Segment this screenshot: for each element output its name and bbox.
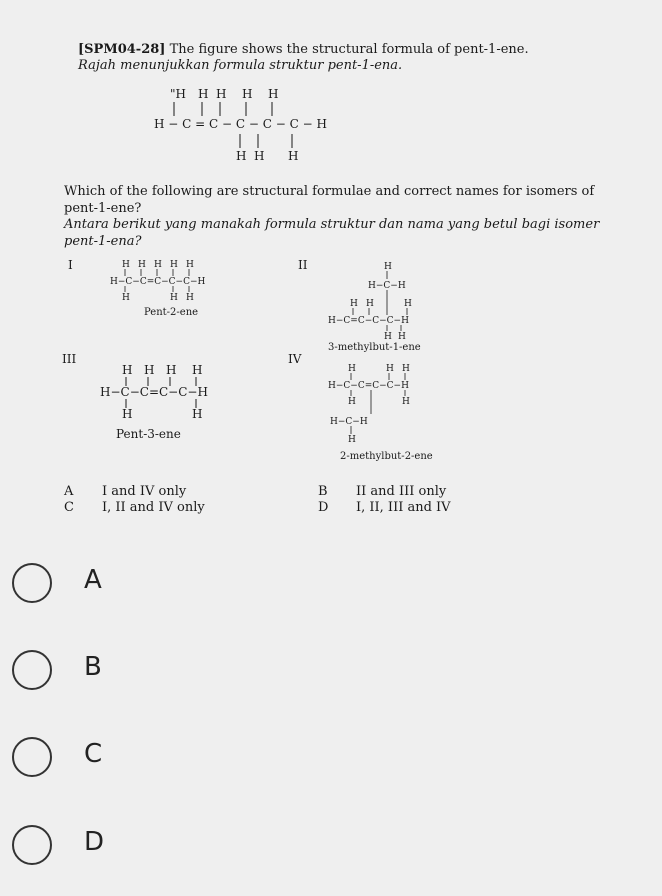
- choice-a: A I and IV only: [64, 484, 187, 499]
- svg-text:H: H: [138, 260, 146, 270]
- svg-text:H: H: [366, 299, 374, 309]
- svg-text:H−C−C=C−C−H: H−C−C=C−C−H: [328, 381, 409, 391]
- choice-b: B II and III only: [318, 484, 447, 499]
- svg-text:H: H: [122, 293, 130, 303]
- option-b[interactable]: [12, 650, 652, 710]
- option-a[interactable]: [12, 563, 652, 623]
- svg-text:H−C−H: H−C−H: [368, 281, 406, 291]
- svg-text:H: H: [186, 293, 194, 303]
- radio-b[interactable]: [12, 650, 52, 690]
- structure-iv-name: 2-methylbut-2-ene: [340, 451, 433, 462]
- question-statement-my: Rajah menunjukkan formula struktur pent-1-ena.: [78, 58, 403, 73]
- svg-text:H−C−C=C−C−C−H: H−C−C=C−C−C−H: [110, 277, 206, 287]
- structure-iv-formula: [328, 362, 458, 446]
- svg-text:H: H: [404, 299, 412, 309]
- svg-text:H: H: [398, 332, 406, 342]
- structure-i-formula: [110, 258, 260, 304]
- svg-text:H: H: [348, 435, 356, 445]
- structure-ii-formula: [328, 260, 448, 342]
- svg-text:"H: "H: [170, 87, 186, 101]
- svg-text:H−C−H: H−C−H: [330, 417, 368, 427]
- structure-i-name: Pent-2-ene: [144, 307, 199, 318]
- svg-text:H: H: [186, 260, 194, 270]
- structure-iii-name: Pent-3-ene: [116, 427, 181, 441]
- svg-text:H−C−C=C−C−H: H−C−C=C−C−H: [100, 385, 208, 399]
- option-d[interactable]: [12, 825, 652, 885]
- structure-ii-name: 3-methylbut-1-ene: [328, 342, 421, 353]
- structure-iii-numeral: III: [62, 352, 77, 366]
- structure-i-numeral: I: [68, 258, 73, 272]
- svg-text:H: H: [384, 262, 392, 272]
- svg-text:H: H: [288, 149, 299, 163]
- svg-text:H: H: [122, 260, 130, 270]
- svg-text:H: H: [122, 363, 133, 377]
- svg-text:H: H: [348, 364, 356, 374]
- question-statement-en: The figure shows the structural formula of pent-1-ene.: [169, 42, 529, 57]
- svg-text:H: H: [192, 407, 203, 421]
- choice-d: D I, II, III and IV: [318, 500, 451, 515]
- svg-text:H: H: [170, 293, 178, 303]
- structure-iv-numeral: IV: [288, 352, 302, 366]
- svg-text:H: H: [386, 364, 394, 374]
- pent-1-ene-formula: [150, 84, 350, 170]
- svg-text:H: H: [402, 397, 410, 407]
- svg-text:H: H: [216, 87, 227, 101]
- svg-text:H: H: [236, 149, 247, 163]
- svg-text:H: H: [242, 87, 253, 101]
- svg-text:H: H: [348, 397, 356, 407]
- svg-text:H: H: [170, 260, 178, 270]
- option-b-label: B: [84, 652, 102, 682]
- radio-c[interactable]: [12, 737, 52, 777]
- svg-text:H: H: [350, 299, 358, 309]
- question-code: [SPM04-28]: [78, 42, 166, 57]
- structure-iii-formula: [100, 362, 260, 422]
- option-c[interactable]: [12, 737, 652, 797]
- svg-text:H−C=C−C−C−H: H−C=C−C−C−H: [328, 316, 409, 326]
- structure-ii-numeral: II: [298, 258, 308, 272]
- option-d-label: D: [84, 827, 105, 857]
- prompt-my: Antara berikut yang manakah formula struktur dan nama yang betul bagi isomer pent-1-ena?: [64, 217, 600, 249]
- svg-text:H: H: [268, 87, 279, 101]
- svg-text:H: H: [384, 332, 392, 342]
- svg-text:H − C = C − C − C − C − H: H − C = C − C − C − C − H: [154, 117, 327, 131]
- option-a-label: A: [84, 565, 102, 595]
- svg-text:H: H: [144, 363, 155, 377]
- svg-text:H: H: [198, 87, 209, 101]
- radio-d[interactable]: [12, 825, 52, 865]
- svg-text:H: H: [122, 407, 133, 421]
- svg-text:H: H: [154, 260, 162, 270]
- svg-text:H: H: [192, 363, 203, 377]
- choice-c: C I, II and IV only: [64, 500, 205, 515]
- svg-text:H: H: [166, 363, 177, 377]
- radio-a[interactable]: [12, 563, 52, 603]
- prompt-en: Which of the following are structural formulae and correct names for isomers of pent-1-ene?: [64, 184, 595, 216]
- option-c-label: C: [84, 739, 103, 769]
- svg-text:H: H: [254, 149, 265, 163]
- svg-text:H: H: [402, 364, 410, 374]
